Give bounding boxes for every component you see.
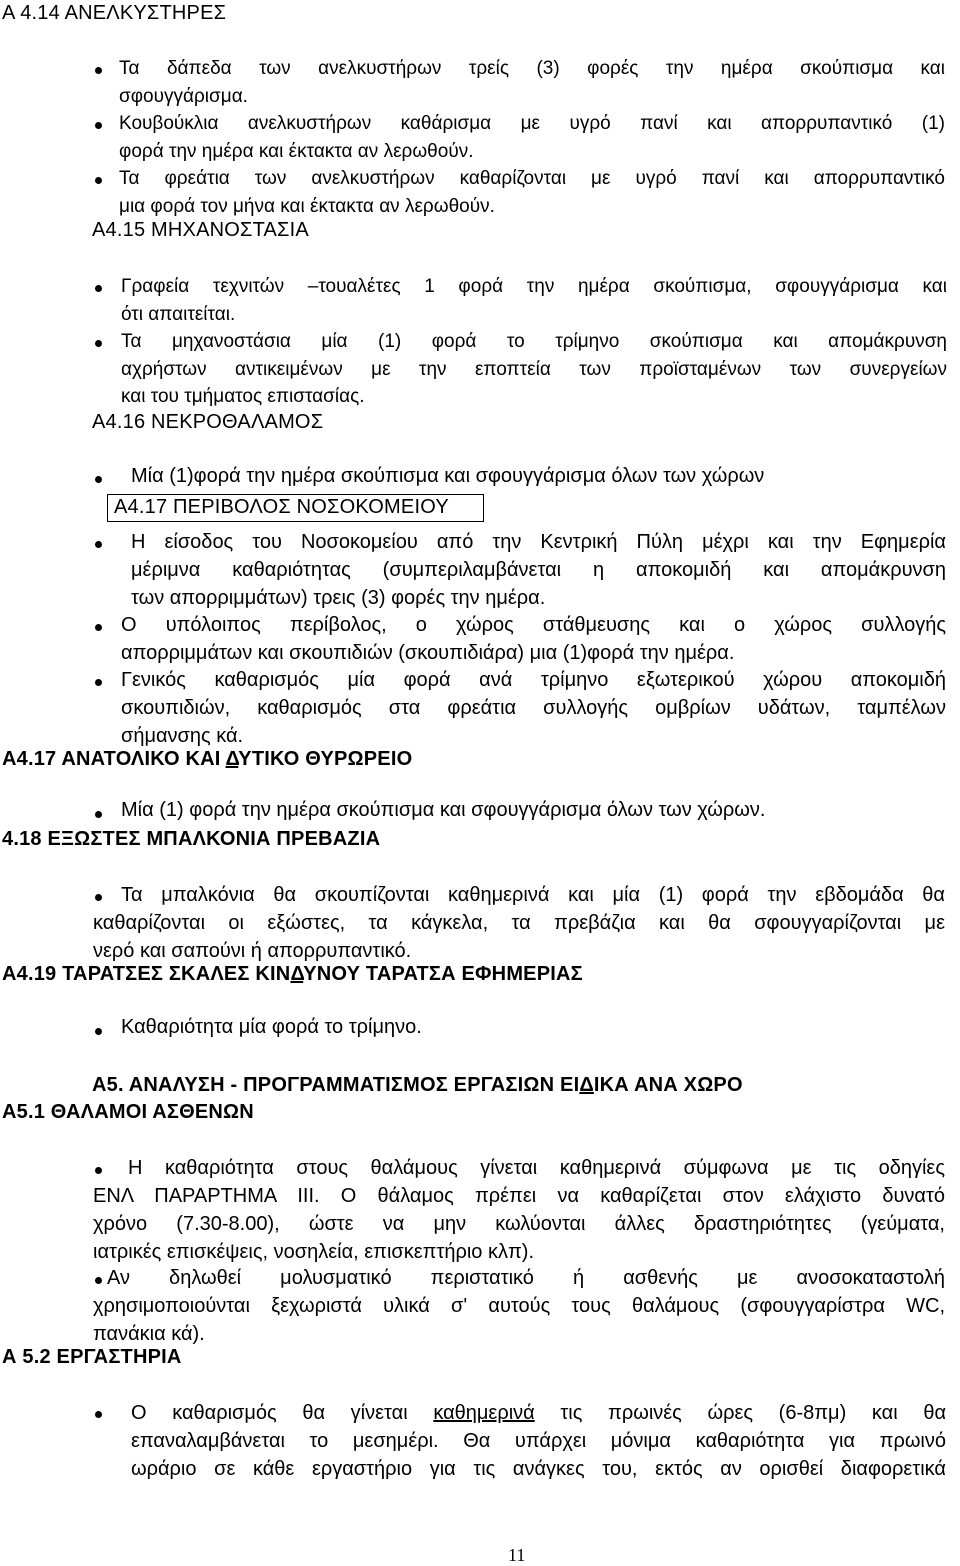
bullet-icon xyxy=(95,811,102,818)
bullet-icon xyxy=(95,624,102,631)
list-item: Κουβούκλια ανελκυστήρων καθάρισμα με υγρό πανί και απορρυπαντικό (1) φορά την ημέρα και έκτακτα αν λερωθούν. xyxy=(119,113,945,162)
list-item: Η καθαριότητα στους θαλάμους γίνεται καθημερινά σύμφωνα με τις οδηγίες ΕΝΛ ΠΑΡΑΡΤΗΜΑ ΙΙΙ. Ο θάλαμος πρέπει να καθαρίζεται στον ελάχιστο δυνατό χρόνο (7.30-8.00), ώστε να μην κωλύονται άλλες δραστηριότητες (γεύματα, ιατρικές επισκέψεις, νοσηλεία, επισκεπτήριο κλπ). xyxy=(93,1157,945,1263)
list-item: Μία (1) φορά την ημέρα σκούπισμα και σφουγγάρισμα όλων των χώρων. xyxy=(121,799,766,821)
list-item: Τα φρεάτια των ανελκυστήρων καθαρίζονται με υγρό πανί και απορρυπαντικό μια φορά τον μήνα και έκτακτα αν λερωθούν. xyxy=(119,168,945,217)
bullet-icon xyxy=(95,177,102,184)
heading-a5-2: Α 5.2 ΕΡΓΑΣΤΗΡΙΑ xyxy=(2,1346,182,1368)
heading-a4-19: Α4.19 ΤΑΡΑΤΣΕΣ ΣΚΑΛΕΣ ΚΙΝΔΥΝΟΥ ΤΑΡΑΤΣΑ ΕΦΗΜΕΡΙΑΣ xyxy=(2,963,583,985)
list-item: Η είσοδος του Νοσοκομείου από την Κεντρική Πύλη μέχρι και την Εφημερία μέριμνα καθαριότητας (συμπεριλαμβάνεται η αποκομιδή και απομάκρυνση των απορριμμάτων) τρεις (3) φορές την ημέρα. xyxy=(131,531,946,609)
list-item: Τα δάπεδα των ανελκυστήρων τρείς (3) φορές την ημέρα σκούπισμα και σφουγγάρισμα. xyxy=(119,58,945,107)
bullet-icon xyxy=(95,541,102,548)
list-item: Αν δηλωθεί μολυσματικό περιστατικό ή ασθενής με ανοσοκαταστολή χρησιμοποιούνται ξεχωριστά υλικά σ' αυτούς τους θαλάμους (σφουγγαρίστρα WC, πανάκια κά). xyxy=(93,1267,945,1345)
list-item: Γραφεία τεχνιτών –τουαλέτες 1 φορά την ημέρα σκούπισμα, σφουγγάρισμα και ότι απαιτείται. xyxy=(121,276,947,325)
bullet-icon xyxy=(95,679,102,686)
bullet-icon xyxy=(95,476,102,483)
list-item: Καθαριότητα μία φορά το τρίμηνο. xyxy=(121,1016,422,1038)
list-item: Τα μηχανοστάσια μία (1) φορά το τρίμηνο σκούπισμα και απομάκρυνση αχρήστων αντικειμένων με την εποπτεία των προϊσταμένων των συνεργείων και του τμήματος επιστασίας. xyxy=(121,331,947,407)
list-item: Γενικός καθαρισμός μία φορά ανά τρίμηνο εξωτερικού χώρου αποκομιδή σκουπιδιών, καθαρισμός στα φρεάτια συλλογής ομβρίων υδάτων, ταμπέλων σήμανσης κά. xyxy=(121,669,946,747)
bullet-icon xyxy=(95,67,102,74)
heading-a4-14: Α 4.14 ΑΝΕΛΚΥΣΤΗΡΕΣ xyxy=(2,2,227,24)
heading-a4-16: Α4.16 ΝΕΚΡΟΘΑΛΑΜΟΣ xyxy=(92,411,324,433)
bullet-icon xyxy=(95,340,102,347)
bullet-icon xyxy=(95,122,102,129)
heading-a4-17-thyroreio: Α4.17 ΑΝΑΤΟΛΙΚΟ ΚΑΙ ΔΥΤΙΚΟ ΘΥΡΩΡΕΙΟ xyxy=(2,748,413,770)
page-number: 11 xyxy=(508,1545,526,1565)
list-item: Ο υπόλοιπος περίβολος, ο χώρος στάθμευσης και ο χώρος συλλογής απορριμμάτων και σκουπιδιών (σκουπιδιάρα) μια (1)φορά την ημέρα. xyxy=(121,614,946,664)
bullet-icon xyxy=(95,285,102,292)
list-item: Τα μπαλκόνια θα σκουπίζονται καθημερινά και μία (1) φορά την εβδομάδα θα καθαρίζονται οι εξώστες, τα κάγκελα, τα πρεβάζια και θα σφουγγαρίζονται με νερό και σαπούνι ή απορρυπαντικό. xyxy=(93,884,945,962)
heading-a5-1: Α5.1 ΘΑΛΑΜΟΙ ΑΣΘΕΝΩΝ xyxy=(2,1101,254,1123)
heading-4-18: 4.18 ΕΞΩΣΤΕΣ ΜΠΑΛΚΟΝΙΑ ΠΡΕΒΑΖΙΑ xyxy=(2,828,381,850)
list-item: Ο καθαρισμός θα γίνεται καθημερινά τις πρωινές ώρες (6-8πμ) και θα επαναλαμβάνεται το μεσημέρι. Θα υπάρχει μόνιμα καθαριότητα για πρωινό ωράριο σε κάθε εργαστήριο για τις ανάγκες του, εκτός αν ορισθεί διαφορετικά xyxy=(131,1402,947,1480)
list-item: Μία (1)φορά την ημέρα σκούπισμα και σφουγγάρισμα όλων των χώρων xyxy=(131,465,765,487)
heading-a5: Α5. ΑΝΑΛΥΣΗ - ΠΡΟΓΡΑΜΜΑΤΙΣΜΟΣ ΕΡΓΑΣΙΩΝ ΕΙΔΙΚΑ ΑΝΑ ΧΩΡΟ xyxy=(92,1074,743,1096)
bullet-icon xyxy=(95,1028,102,1035)
heading-a4-17-perivolos: Α4.17 ΠΕΡΙΒΟΛΟΣ ΝΟΣΟΚΟΜΕΙΟΥ xyxy=(114,496,449,518)
heading-a4-15: Α4.15 ΜΗΧΑΝΟΣΤΑΣΙΑ xyxy=(92,219,309,241)
bullet-icon xyxy=(95,1411,102,1418)
